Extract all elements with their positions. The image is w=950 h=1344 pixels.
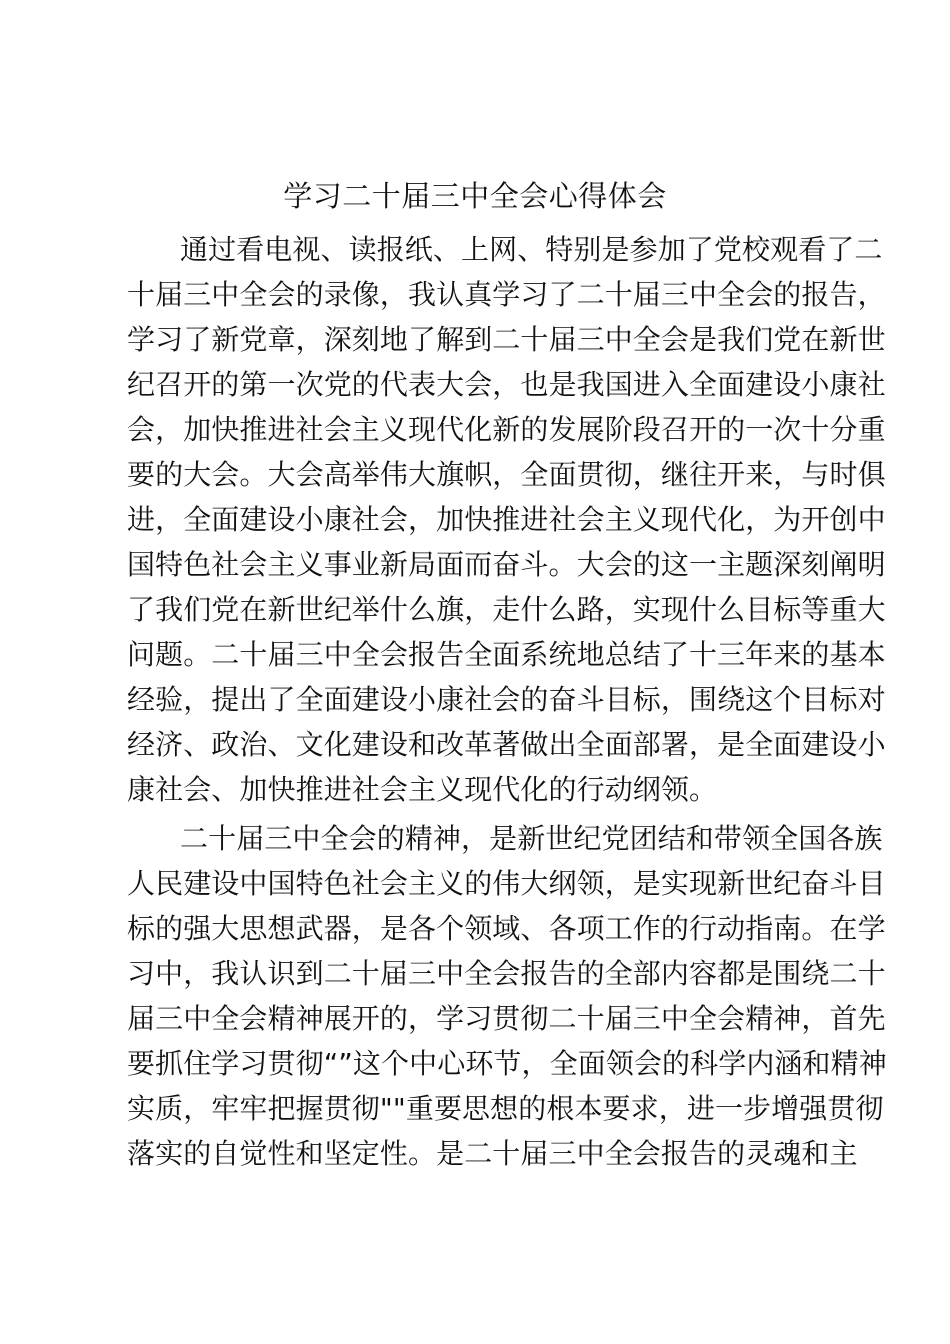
paragraph-2 <box>127 816 887 1176</box>
paragraph-line: 康社会、加快推进社会主义现代化的行动纲领。 <box>127 773 718 806</box>
paragraph-line: 习中，我认识到二十届三中全会报告的全部内容都是围绕二十 <box>127 957 886 990</box>
paragraph-line: 通过看电视、读报纸、上网、特别是参加了党校观看了二 <box>180 233 883 266</box>
paragraph-line: 进，全面建设小康社会，加快推进社会主义现代化，为开创中 <box>127 503 886 536</box>
paragraph-line: 二十届三中全会的精神，是新世纪党团结和带领全国各族 <box>180 822 883 855</box>
paragraph-line: 要抓住学习贯彻“”这个中心环节，全面领会的科学内涵和精神 <box>127 1047 887 1080</box>
paragraph-line: 了我们党在新世纪举什么旗，走什么路，实现什么目标等重大 <box>127 593 886 626</box>
paragraph-line: 届三中全会精神展开的，学习贯彻二十届三中全会精神，首先 <box>127 1002 886 1035</box>
paragraph-line: 十届三中全会的录像，我认真学习了二十届三中全会的报告， <box>127 278 886 311</box>
paragraph-line: 经验，提出了全面建设小康社会的奋斗目标，围绕这个目标对 <box>127 683 886 716</box>
paragraph-line: 问题。二十届三中全会报告全面系统地总结了十三年来的基本 <box>127 638 886 671</box>
paragraph-line: 落实的自觉性和坚定性。是二十届三中全会报告的灵魂和主 <box>127 1137 858 1170</box>
paragraph-line: 经济、政治、文化建设和改革著做出全面部署，是全面建设小 <box>127 728 886 761</box>
document-title: 学习二十届三中全会心得体会 <box>283 179 667 213</box>
paragraph-line: 人民建设中国特色社会主义的伟大纲领，是实现新世纪奋斗目 <box>127 867 886 900</box>
paragraph-line: 会，加快推进社会主义现代化新的发展阶段召开的一次十分重 <box>127 413 886 446</box>
paragraph-line: 要的大会。大会高举伟大旗帜，全面贯彻，继往开来，与时俱 <box>127 458 886 491</box>
paragraph-line: 标的强大思想武器，是各个领域、各项工作的行动指南。在学 <box>127 912 886 945</box>
paragraph-line: 国特色社会主义事业新局面而奋斗。大会的这一主题深刻阐明 <box>127 548 886 581</box>
paragraph-1 <box>127 227 886 812</box>
paragraph-line: 实质，牢牢把握贯彻""重要思想的根本要求，进一步增强贯彻 <box>127 1092 884 1125</box>
paragraph-line: 纪召开的第一次党的代表大会，也是我国进入全面建设小康社 <box>127 368 886 401</box>
paragraph-line: 学习了新党章，深刻地了解到二十届三中全会是我们党在新世 <box>127 323 886 356</box>
document-body <box>127 227 887 1176</box>
